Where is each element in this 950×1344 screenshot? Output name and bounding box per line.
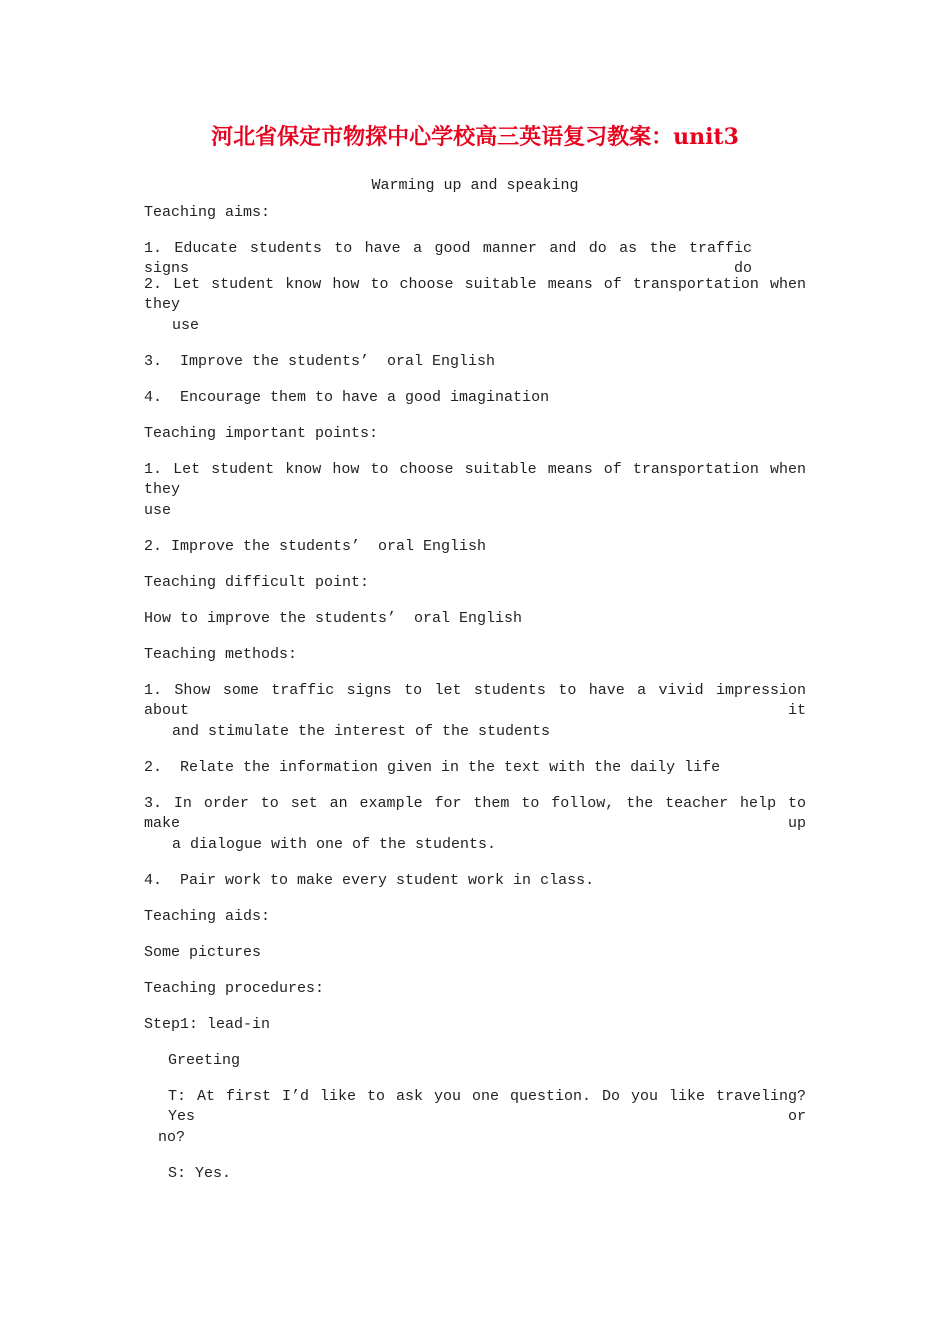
procedures-teacher-line: T: At first I’d like to ask you one question. Do you like traveling? Yes or [168,1088,806,1125]
aims-item-3: 3. Improve the students’ oral English [144,353,496,370]
aims-item-2-cont: use [172,317,200,334]
important-item-1: 1. Let student know how to choose suitable means of transportation when they [144,461,806,498]
methods-heading: Teaching methods: [144,646,298,663]
procedures-teacher-line-cont: no? [158,1129,186,1146]
methods-item-3: 3. In order to set an example for them to follow, the teacher help to make up [144,795,806,832]
procedures-heading: Teaching procedures: [144,980,325,997]
aids-heading: Teaching aids: [144,908,271,925]
aims-item-4: 4. Encourage them to have a good imagination [144,389,550,406]
difficult-item-1: How to improve the students’ oral English [144,610,523,627]
methods-item-1-cont: and stimulate the interest of the students [172,723,551,740]
aims-item-2: 2. Let student know how to choose suitable means of transportation when they [144,276,806,313]
procedures-step1: Step1: lead-in [144,1016,271,1033]
methods-item-3-cont: a dialogue with one of the students. [172,836,497,853]
important-heading: Teaching important points: [144,425,379,442]
methods-item-2: 2. Relate the information given in the text with the daily life [144,759,721,776]
difficult-heading: Teaching difficult point: [144,574,370,591]
important-item-2: 2. Improve the students’ oral English [144,538,487,555]
methods-item-1: 1. Show some traffic signs to let students to have a vivid impression about it [144,682,806,719]
procedures-student-line: S: Yes. [168,1165,232,1182]
important-item-1-cont: use [144,502,172,519]
procedures-greeting: Greeting [168,1052,241,1069]
aims-heading: Teaching aims: [144,204,271,221]
aims-item-1: 1. Educate students to have a good manner and do as the traffic signs do [144,240,752,277]
methods-item-4: 4. Pair work to make every student work in class. [144,872,595,889]
document-title: 河北省保定市物探中心学校高三英语复习教案：unit3 [211,124,739,150]
aids-item-1: Some pictures [144,944,262,961]
document-subtitle: Warming up and speaking [371,177,579,194]
